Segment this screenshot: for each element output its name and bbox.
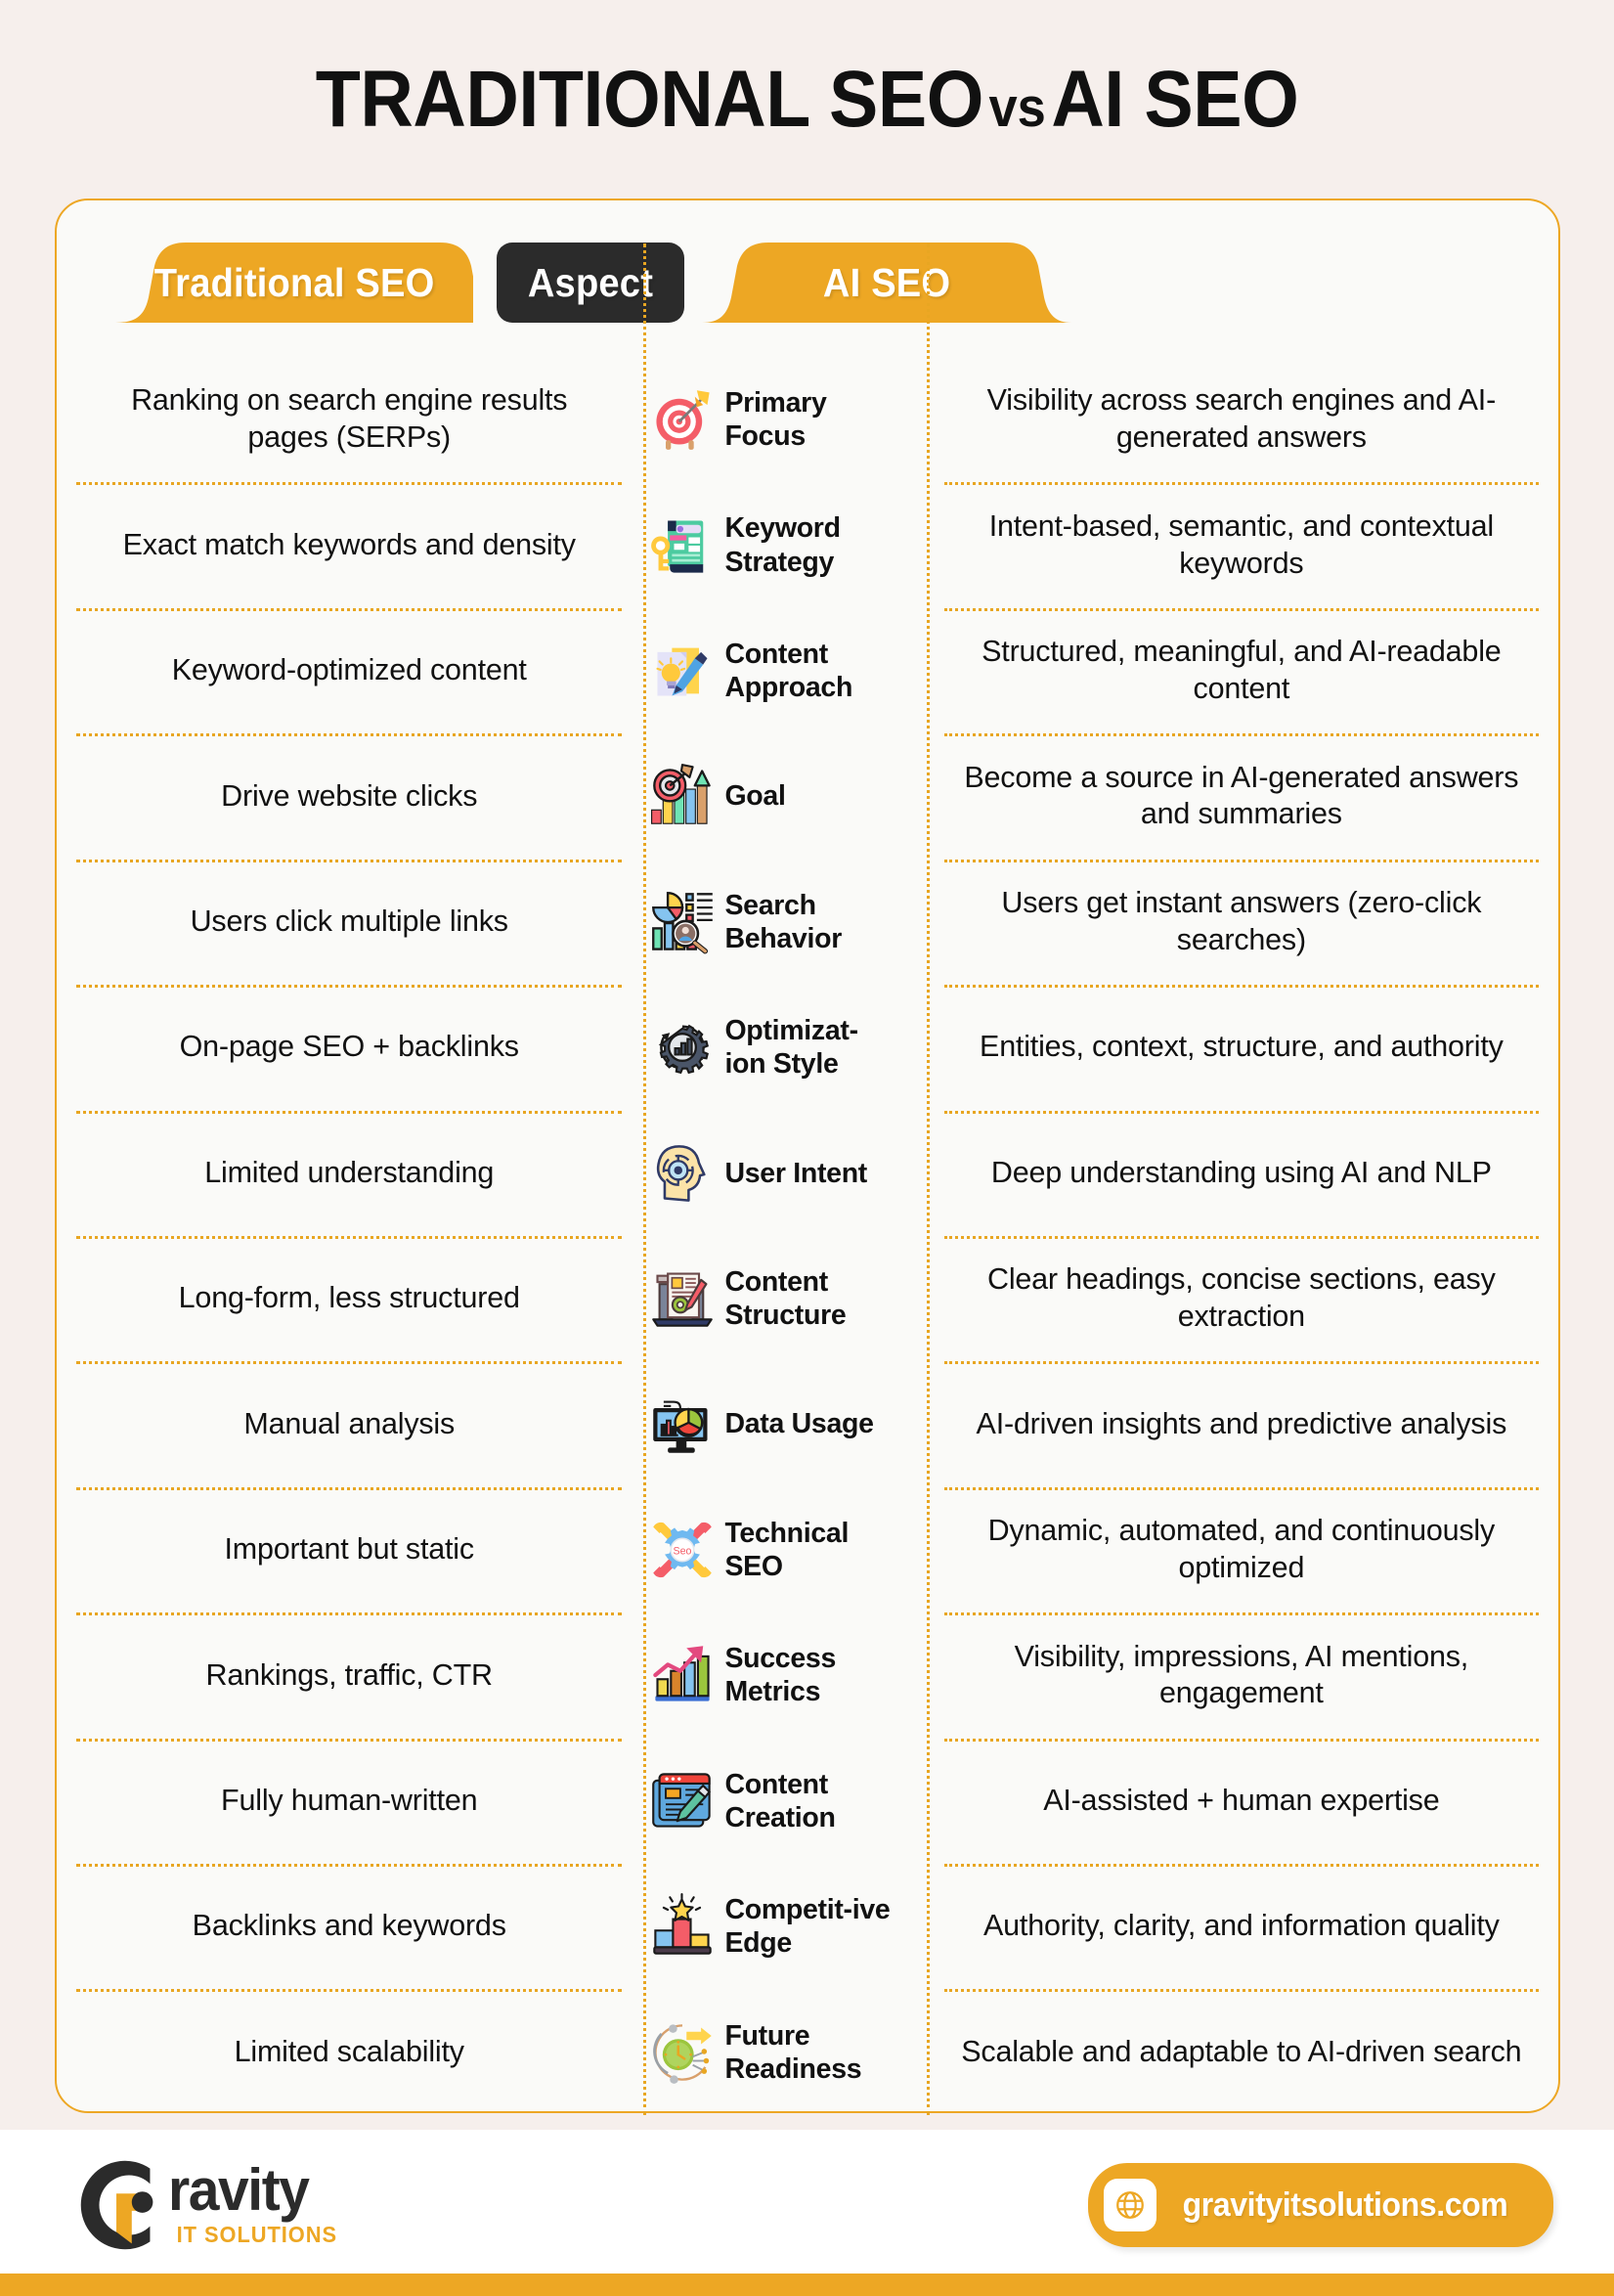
column-header-aspect-label: Aspect	[527, 259, 654, 305]
traditional-seo-value: Long-form, less structured	[178, 1281, 520, 1315]
aspect-row	[641, 985, 924, 1110]
ai-seo-column	[925, 357, 1558, 2115]
table-row	[57, 1236, 641, 1361]
column-header-traditional	[115, 243, 473, 323]
head-target-icon	[649, 1140, 716, 1207]
key-document-icon	[649, 512, 716, 579]
table-row	[57, 1864, 641, 1989]
table-row	[57, 860, 641, 985]
traditional-seo-column	[57, 357, 641, 2115]
table-row	[57, 357, 641, 482]
ai-seo-value: Clear headings, concise sections, easy extraction	[987, 1262, 1496, 1334]
laptop-article-gear-icon	[649, 1265, 716, 1332]
comparison-card	[55, 199, 1560, 2113]
ai-seo-value: Visibility, impressions, AI mentions, engagement	[1014, 1639, 1469, 1710]
aspect-label: Content Structure	[724, 1265, 847, 1332]
ai-seo-value: Scalable and adaptable to AI-driven search	[961, 2034, 1522, 2068]
ai-seo-value: Entities, context, structure, and authority	[980, 1030, 1504, 1064]
aspect-label: Data Usage	[724, 1408, 874, 1440]
aspect-row	[641, 860, 924, 985]
aspect-column	[641, 357, 924, 2115]
table-row	[925, 1612, 1558, 1738]
table-row	[925, 1111, 1558, 1236]
ai-seo-value: Become a source in AI-generated answers and summaries	[964, 760, 1519, 831]
ai-seo-value: Users get instant answers (zero-click searches)	[1001, 886, 1482, 956]
growth-bar-arrow-icon	[649, 1642, 716, 1708]
table-row	[57, 1989, 641, 2114]
aspect-row	[641, 1739, 924, 1864]
aspect-row	[641, 608, 924, 733]
aspect-label: User Intent	[724, 1157, 867, 1189]
traditional-seo-value: Manual analysis	[243, 1406, 456, 1440]
ai-seo-value: AI-assisted + human expertise	[1043, 1783, 1440, 1817]
monitor-piechart-icon	[649, 1391, 716, 1458]
traditional-seo-value: Fully human-written	[221, 1783, 478, 1817]
traditional-seo-value: Limited understanding	[204, 1155, 495, 1189]
aspect-row	[641, 733, 924, 859]
footer-accent-bar	[0, 2274, 1614, 2296]
ai-seo-value: AI-driven insights and predictive analysis	[976, 1406, 1507, 1440]
column-header-aspect	[497, 243, 684, 323]
aspect-label: Content Approach	[724, 638, 853, 704]
aspect-label: Keyword Strategy	[724, 512, 841, 578]
aspect-label: Future Readiness	[724, 2019, 862, 2085]
aspect-row	[641, 482, 924, 607]
ai-seo-value: Intent-based, semantic, and contextual keywords	[988, 508, 1494, 580]
website-url-label: gravityitsolutions.com	[1182, 2186, 1508, 2224]
table-row	[925, 985, 1558, 1110]
traditional-seo-value: On-page SEO + backlinks	[179, 1030, 519, 1064]
traditional-seo-value: Keyword-optimized content	[171, 653, 527, 687]
svg-text:Seo: Seo	[673, 1545, 692, 1558]
aspect-row	[641, 1864, 924, 1989]
column-divider-right	[927, 243, 930, 2115]
table-row	[57, 1612, 641, 1738]
column-divider-left	[643, 243, 646, 2115]
aspect-label: Optimizat-ion Style	[724, 1015, 858, 1081]
column-header-ai	[702, 243, 1071, 323]
table-row	[925, 860, 1558, 985]
aspect-label: Primary Focus	[724, 387, 827, 453]
table-row	[57, 1111, 641, 1236]
table-row	[925, 1989, 1558, 2114]
traditional-seo-value: Limited scalability	[234, 2034, 464, 2068]
brand-logo	[61, 2147, 337, 2263]
table-row	[925, 608, 1558, 733]
title-right: AI SEO	[1051, 54, 1299, 144]
podium-star-icon	[649, 1893, 716, 1960]
aspect-row	[641, 1111, 924, 1236]
footer	[0, 2137, 1614, 2274]
traditional-seo-value: Important but static	[224, 1532, 474, 1567]
column-header-ai-label: AI SEO	[822, 259, 951, 305]
target-arrow-icon	[649, 386, 716, 453]
table-row	[57, 608, 641, 733]
browser-pencil-icon	[649, 1768, 716, 1834]
table-row	[925, 733, 1558, 859]
ai-seo-value: Authority, clarity, and information quality	[983, 1909, 1500, 1943]
title-left: TRADITIONAL SEO	[315, 54, 983, 144]
traditional-seo-value: Ranking on search engine results pages (SERPs)	[131, 383, 568, 455]
website-button[interactable]	[1088, 2163, 1553, 2247]
traditional-seo-value: Exact match keywords and density	[122, 527, 576, 561]
page-title	[0, 0, 1614, 181]
comparison-table	[57, 357, 1558, 2115]
table-row	[925, 1739, 1558, 1864]
aspect-row	[641, 1236, 924, 1361]
table-row	[925, 1236, 1558, 1361]
target-growth-chart-icon	[649, 763, 716, 829]
table-row	[57, 733, 641, 859]
table-row	[57, 1739, 641, 1864]
column-headers	[57, 243, 1558, 350]
ai-seo-value: Deep understanding using AI and NLP	[990, 1155, 1492, 1189]
aspect-label: Content Creation	[724, 1768, 836, 1833]
table-row	[925, 1864, 1558, 1989]
traditional-seo-value: Users click multiple links	[190, 904, 508, 938]
table-row	[57, 1487, 641, 1612]
ai-seo-value: Visibility across search engines and AI-generated answers	[986, 383, 1497, 455]
column-header-traditional-label: Traditional SEO	[153, 259, 435, 305]
aspect-label: Competit-ive Edge	[724, 1894, 891, 1960]
table-row	[925, 1487, 1558, 1612]
globe-icon	[1104, 2179, 1156, 2231]
table-row	[925, 482, 1558, 607]
table-row	[57, 985, 641, 1110]
footer-top-edge	[0, 2130, 1614, 2137]
aspect-row	[641, 1487, 924, 1612]
traditional-seo-value: Rankings, traffic, CTR	[205, 1657, 493, 1692]
traditional-seo-value: Backlinks and keywords	[192, 1909, 506, 1943]
table-row	[925, 1361, 1558, 1486]
lightbulb-pencil-icon	[649, 638, 716, 704]
aspect-row	[641, 1612, 924, 1738]
table-row	[925, 357, 1558, 482]
gravity-g-mark-icon	[61, 2147, 176, 2263]
table-row	[57, 1361, 641, 1486]
gear-chart-icon	[649, 1014, 716, 1081]
aspect-label: Success Metrics	[724, 1643, 837, 1708]
logo-tagline: IT SOLUTIONS	[176, 2222, 337, 2247]
analytics-magnifier-icon	[649, 889, 716, 955]
table-row	[57, 482, 641, 607]
logo-wordmark: ravity	[168, 2157, 309, 2223]
aspect-label: Technical SEO	[724, 1517, 850, 1582]
ai-seo-value: Dynamic, automated, and continuously optimized	[987, 1514, 1496, 1584]
aspect-row	[641, 357, 924, 482]
aspect-row	[641, 1989, 924, 2114]
aspect-label: Goal	[724, 780, 786, 813]
gear-wrench-seo-icon	[649, 1517, 716, 1583]
traditional-seo-value: Drive website clicks	[221, 778, 478, 813]
aspect-label: Search Behavior	[724, 889, 842, 954]
clock-network-icon	[649, 2019, 716, 2086]
ai-seo-value: Structured, meaningful, and AI-readable content	[981, 635, 1502, 706]
title-vs: vs	[988, 75, 1046, 139]
aspect-row	[641, 1361, 924, 1486]
